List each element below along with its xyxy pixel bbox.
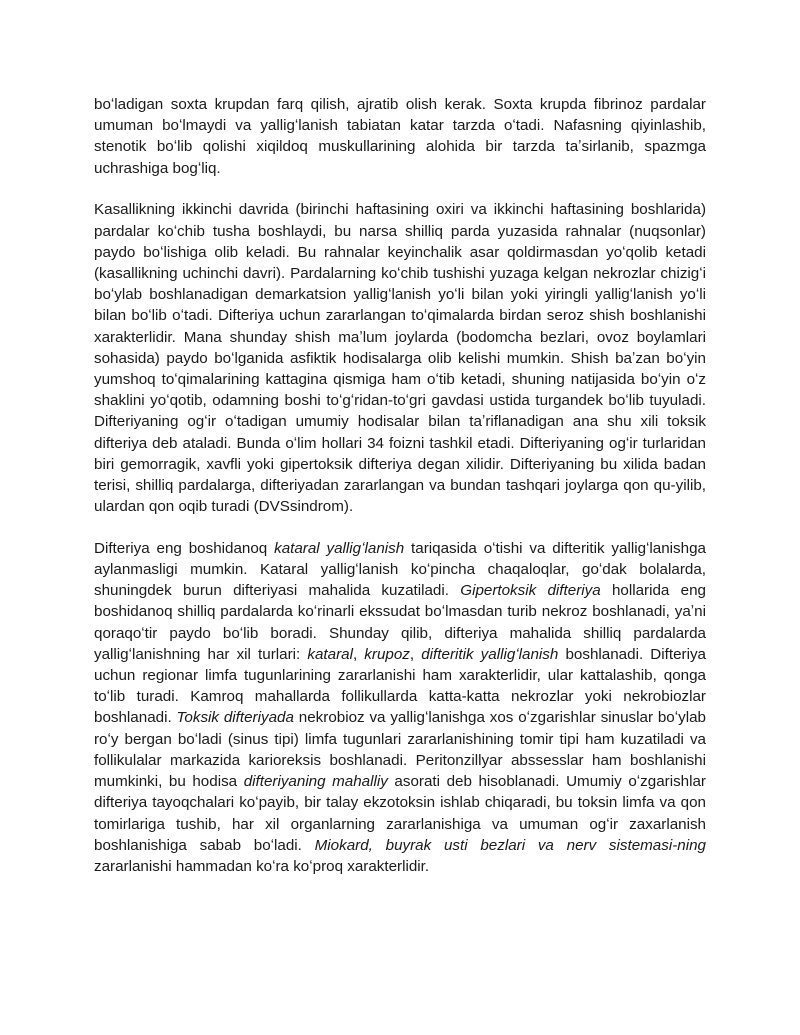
- italic-text-run: kataral yalligʻlanish: [274, 539, 405, 557]
- text-run: Kasallikning ikkinchi davrida (birinchi haftasining oxiri va ikkinchi haftasining boshlarida) pardalar koʻchib tusha boshlaydi, bu narsa shilliq parda yuzasida rahnalar (nuqsonlar) paydo boʻlishiga olib keladi. Bu rahnalar keyinchalik asar qoldirmasdan yoʻqolib ketadi (kasallikning uchinchi davri). Pardalarning koʻchib tushishi yuzaga kelgan nekrozlar chizigʻi boʻylab boshlanadigan demarkatsion yalligʻlanish yoʻli bilan yoki yiringli yalligʻlanish yoʻli bilan boʻlib oʻtadi. Difteriya uchun zararlangan toʻqimalarda birdan seroz shish boshlanishi xarakterlidir. Mana shunday shish maʼlum joylarda (bodomcha bezlari, ovoz boylamlari sohasida) paydo boʻlganida asfiktik hodisalarga olib kelishi mumkin. Shish baʼzan boʻyin yumshoq toʻqimalarining kattagina qismiga ham oʻtib ketadi, shuning natijasida boʻyin oʻz shaklini yoʻqotib, odamning boshi toʻgʻridan-toʻgri gavdasi ustida turgandek boʻlib tuyuladi. Difteriyaning ogʻir oʻtadigan umumiy hodisalar bilan taʼriflanadigan ana shu xili toksik difteriya deb ataladi. Bunda oʻlim hollari 34 foizni tashkil etadi. Difteriyaning ogʻir turlaridan biri gemorragik, xavfli yoki gipertoksik difteriya degan xilidir. Difteriyaning bu xilida badan terisi, shilliq pardalarga, difteriyadan zararlangan va bundan tashqari joylarga qon qu-yilib, ulardan qon oqib turadi (DVSsindrom).: [94, 201, 706, 516]
- italic-text-run: difteritik yalligʻlanish: [421, 645, 559, 663]
- italic-text-run: kataral: [307, 645, 353, 663]
- text-run: ,: [352, 645, 365, 663]
- text-run: tariqasida oʻtishi va difteritik yalligʻlanishga aylanmasligi mumkin. Kataral yalligʻlanish koʻpincha chaqaloqlar, goʻdak bolalarda, shuningdek burun difteriyasi mahalida kuzatiladi.: [94, 539, 706, 600]
- document-page: [94, 94, 706, 877]
- text-run: boʻladigan soxta krupdan farq qilish, ajratib olish kerak. Soxta krupda fibrinoz pardalar umuman boʻlmaydi va yalligʻlanish tabiatan katar tarzda oʻtadi. Nafasning qiyinlashib, stenotik boʻlib qolishi xiqildoq muskullarining alohida bir tarzda taʼsirlanib, spazmga uchrashiga bogʻliq.: [94, 96, 706, 177]
- italic-text-run: krupoz: [364, 645, 410, 663]
- text-run: hollarida eng boshidanoq shilliq pardalarda koʻrinarli ekssudat boʻlmasdan turib nekroz boshlanadi, yaʼni qoraqoʻtir paydo boʻlib boradi. Shunday qilib, difteriya mahalida shilliq pardalarda yalligʻlanishning har xil turlari:: [94, 582, 706, 663]
- italic-text-run: Toksik difteriyada: [176, 709, 294, 727]
- italic-text-run: Gipertoksik difteriya: [460, 582, 601, 600]
- text-run: zararlanishi hammadan koʻra koʻproq xarakterlidir.: [94, 857, 430, 875]
- text-run: asorati deb hisoblanadi. Umumiy oʻzgarishlar difteriya tayoqchalari koʻpayib, bir talay ekzotoksin ishlab chiqaradi, bu toksin limfa va qon tomirlariga tushib, har xil organlarning zararlanishiga va umuman ogʻir zaxarlanish boshlanishiga sabab boʻladi.: [94, 773, 706, 854]
- italic-text-run: difteriyaning mahalliy: [243, 773, 388, 791]
- italic-text-run: Miokard, buyrak usti bezlari va nerv sistemasi-ning: [314, 836, 706, 854]
- text-run: Difteriya eng boshidanoq: [94, 539, 275, 557]
- text-run: ,: [409, 645, 422, 663]
- text-run: boshlanadi. Difteriya uchun regionar limfa tugunlarining zararlanishi ham xarakterlidir, ular kattalashib, qonga toʻlib turadi. Kamroq mahallarda follikullarda katta-katta nekrozlar yoki nekrobiozlar boshlanadi.: [94, 645, 706, 727]
- paragraph-2: [94, 199, 706, 517]
- text-run: nekrobioz va yalligʻlanishga xos oʻzgarishlar sinuslar boʻylab roʻy bergan boʻladi (sinus tipi) limfa tugunlari zararlanishining tomir tipi ham kuzatiladi va follikulalar markazida karioreksis boshlanadi. Peritonzillyar abssesslar ham boshlanishi mumkinki, bu hodisa: [94, 709, 706, 791]
- paragraph-1: [94, 94, 706, 179]
- paragraph-3: [94, 538, 706, 877]
